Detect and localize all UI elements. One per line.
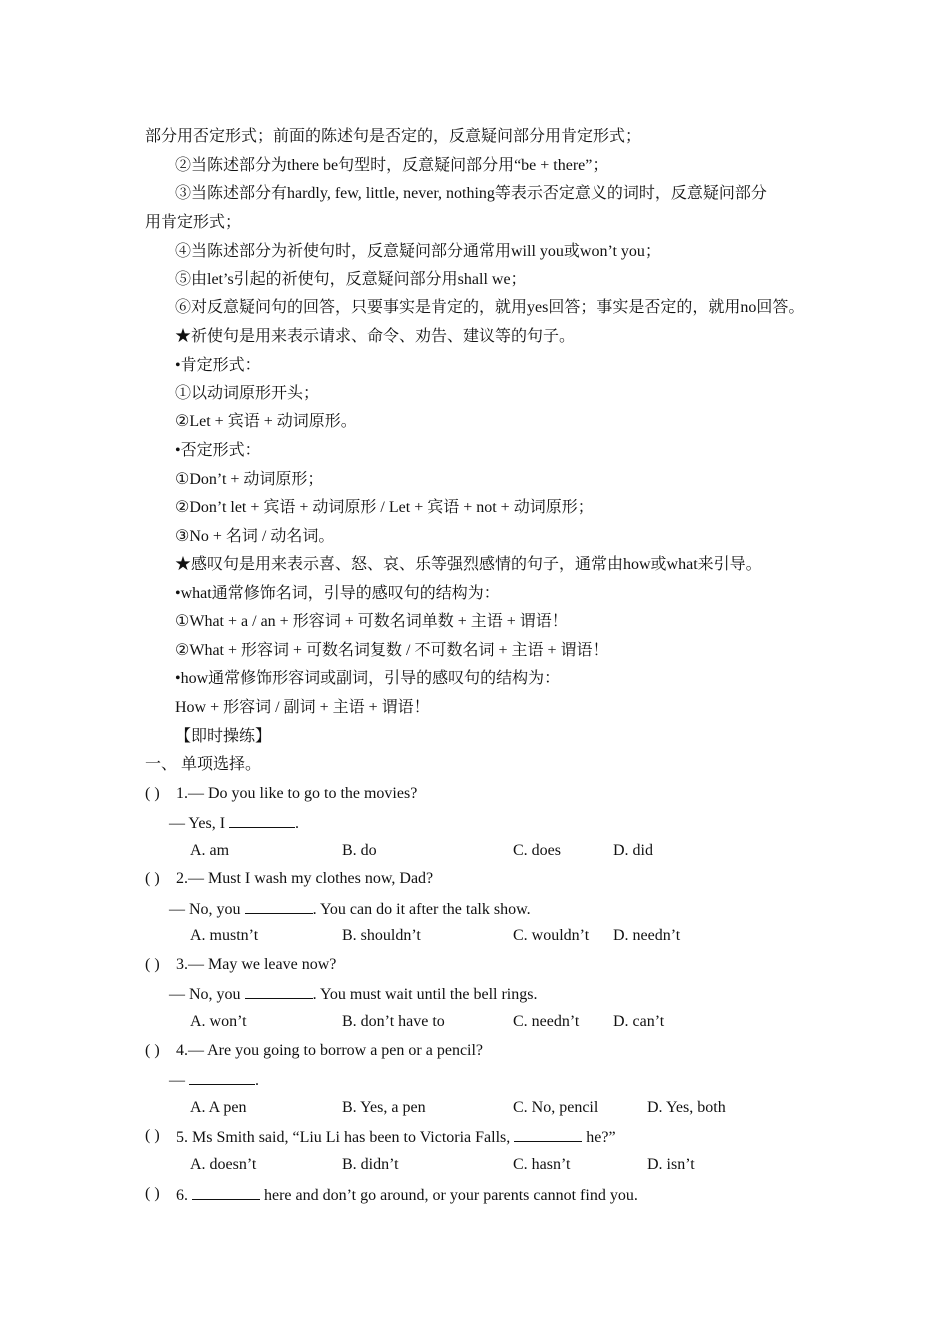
reply-text: . <box>295 815 300 832</box>
grammar-line: ④当陈述部分为祈使句时，反意疑问部分通常用will you或won’t you； <box>175 243 661 260</box>
answer-paren[interactable]: ( ) <box>145 1042 160 1059</box>
option-b[interactable]: B. do <box>342 842 377 859</box>
fill-blank[interactable] <box>514 1126 582 1142</box>
question-1-reply <box>169 812 299 832</box>
reply-text: . <box>255 1072 259 1089</box>
grammar-line: 部分用否定形式；前面的陈述句是否定的，反意疑问部分用肯定形式； <box>145 128 642 145</box>
question-4: 4.— Are you going to borrow a pen or a pencil? <box>176 1042 484 1059</box>
question-4-reply <box>169 1069 259 1089</box>
fill-blank[interactable] <box>245 898 313 914</box>
reply-text: — Yes, I <box>169 815 230 832</box>
option-b[interactable]: B. didn’t <box>342 1156 399 1173</box>
grammar-line: ①What + a / an + 形容词 + 可数名词单数 + 主语 + 谓语！ <box>175 613 568 630</box>
question-3: 3.— May we leave now? <box>176 956 337 973</box>
option-c[interactable]: C. needn’t <box>513 1013 580 1030</box>
grammar-line: ⑥对反意疑问句的回答，只要事实是肯定的，就用yes回答；事实是否定的，就用no回答。 <box>175 299 805 316</box>
reply-text: — No, you <box>169 901 245 918</box>
exercise-heading: 【即时操练】 <box>175 728 272 745</box>
option-b[interactable]: B. shouldn’t <box>342 927 421 944</box>
option-a[interactable]: A. won’t <box>190 1013 247 1030</box>
option-a[interactable]: A. A pen <box>190 1099 247 1116</box>
question-5 <box>176 1126 616 1146</box>
answer-paren[interactable]: ( ) <box>145 1127 160 1144</box>
answer-paren[interactable]: ( ) <box>145 1185 160 1202</box>
option-a[interactable]: A. doesn’t <box>190 1156 257 1173</box>
question-text: 6. <box>176 1187 192 1204</box>
question-text: he?” <box>582 1129 616 1146</box>
grammar-line: •否定形式： <box>175 442 261 459</box>
option-a[interactable]: A. mustn’t <box>190 927 259 944</box>
option-b[interactable]: B. don’t have to <box>342 1013 445 1030</box>
grammar-line: ③No + 名词 / 动名词。 <box>175 528 335 545</box>
option-c[interactable]: C. No, pencil <box>513 1099 599 1116</box>
fill-blank[interactable] <box>189 1069 255 1085</box>
option-d[interactable]: D. isn’t <box>647 1156 695 1173</box>
answer-paren[interactable]: ( ) <box>145 870 160 887</box>
grammar-line: •how通常修饰形容词或副词，引导的感叹句的结构为： <box>175 670 561 687</box>
answer-paren[interactable]: ( ) <box>145 785 160 802</box>
grammar-line: 用肯定形式； <box>145 214 242 231</box>
grammar-line: ★祈使句是用来表示请求、命令、劝告、建议等的句子。 <box>175 328 576 345</box>
grammar-line: ①Don’t + 动词原形； <box>175 471 324 488</box>
option-c[interactable]: C. hasn’t <box>513 1156 571 1173</box>
grammar-line: How + 形容词 / 副词 + 主语 + 谓语！ <box>175 699 430 716</box>
grammar-line: ②当陈述部分为there be句型时，反意疑问部分用“be + there”； <box>175 157 609 174</box>
reply-text: . You must wait until the bell rings. <box>312 986 538 1003</box>
question-3-reply <box>169 983 537 1003</box>
question-2-reply <box>169 898 531 918</box>
answer-paren[interactable]: ( ) <box>145 956 160 973</box>
option-d[interactable]: D. Yes, both <box>647 1099 726 1116</box>
fill-blank[interactable] <box>245 983 313 999</box>
option-b[interactable]: B. Yes, a pen <box>342 1099 426 1116</box>
option-d[interactable]: D. did <box>613 842 653 859</box>
question-2: 2.— Must I wash my clothes now, Dad? <box>176 870 434 887</box>
option-c[interactable]: C. does <box>513 842 561 859</box>
reply-text: — <box>169 1072 189 1089</box>
grammar-line: ②Let + 宾语 + 动词原形。 <box>175 413 357 430</box>
question-text: here and don’t go around, or your parents cannot find you. <box>260 1187 638 1204</box>
question-6 <box>176 1184 638 1204</box>
fill-blank[interactable] <box>229 812 295 828</box>
grammar-line: ⑤由let’s引起的祈使句，反意疑问部分用shall we； <box>175 271 527 288</box>
grammar-line: ②What + 形容词 + 可数名词复数 / 不可数名词 + 主语 + 谓语！ <box>175 642 609 659</box>
section-title: 一、 单项选择。 <box>145 756 262 773</box>
option-d[interactable]: D. needn’t <box>613 927 681 944</box>
grammar-line: ③当陈述部分有hardly, few, little, never, nothing等表示否定意义的词时，反意疑问部分 <box>175 185 767 202</box>
grammar-line: •what通常修饰名词，引导的感叹句的结构为： <box>175 585 500 602</box>
question-text: 5. Ms Smith said, “Liu Li has been to Victoria Falls, <box>176 1129 515 1146</box>
grammar-line: •肯定形式： <box>175 357 261 374</box>
option-a[interactable]: A. am <box>190 842 230 859</box>
reply-text: — No, you <box>169 986 245 1003</box>
reply-text: . You can do it after the talk show. <box>312 901 531 918</box>
fill-blank[interactable] <box>192 1184 260 1200</box>
option-d[interactable]: D. can’t <box>613 1013 665 1030</box>
question-1: 1.— Do you like to go to the movies? <box>176 785 418 802</box>
grammar-line: ★感叹句是用来表示喜、怒、哀、乐等强烈感情的句子，通常由how或what来引导。 <box>175 556 762 573</box>
grammar-line: ②Don’t let + 宾语 + 动词原形 / Let + 宾语 + not + 动词原形； <box>175 499 594 516</box>
grammar-line: ①以动词原形开头； <box>175 385 320 402</box>
option-c[interactable]: C. wouldn’t <box>513 927 590 944</box>
